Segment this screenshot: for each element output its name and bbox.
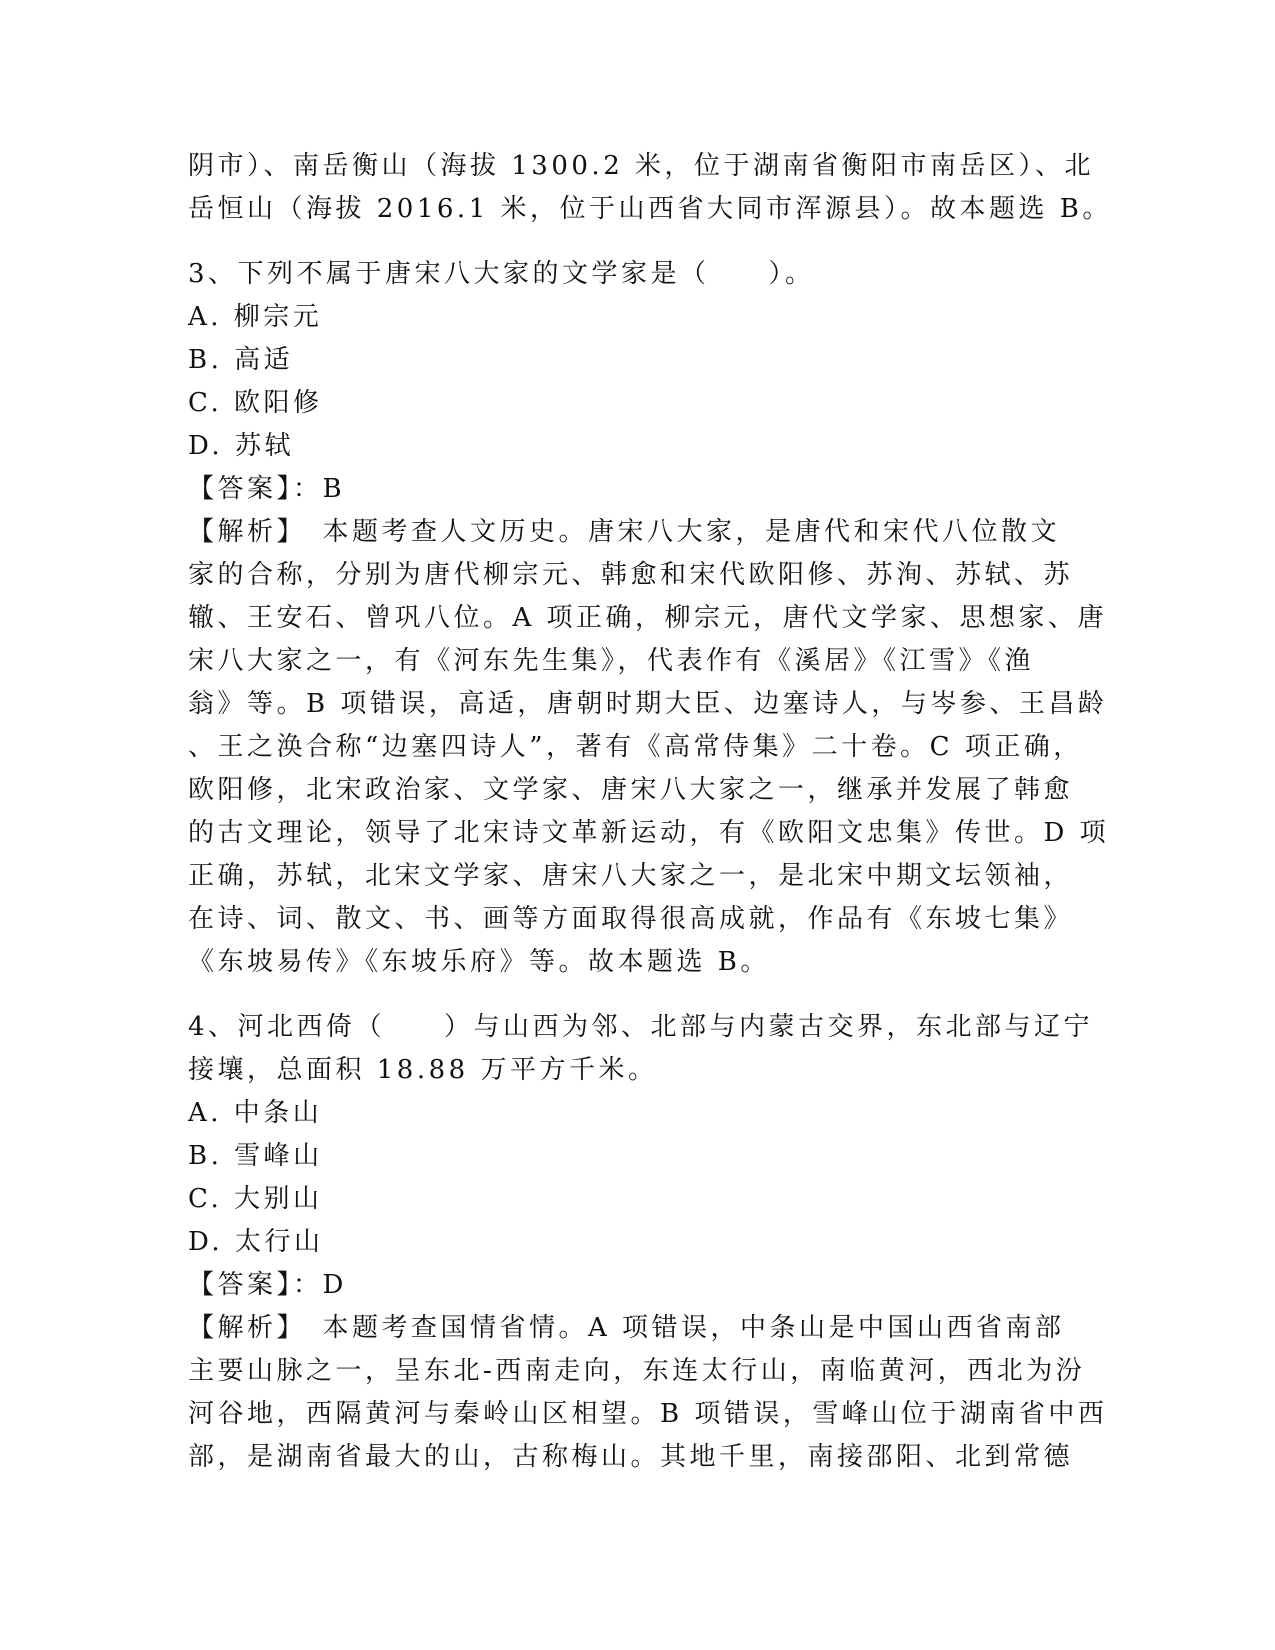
explanation-line: 欧阳修，北宋政治家、文学家、唐宋八大家之一，继承并发展了韩愈 <box>188 775 1074 805</box>
question-3 <box>188 253 1110 984</box>
text-line: 岳恒山（海拔 2016.1 米，位于山西省大同市浑源县）。故本题选 B。 <box>188 194 1112 224</box>
explanation-line: 翁》等。B 项错误，高适，唐朝时期大臣、边塞诗人，与岑参、王昌龄 <box>188 689 1108 719</box>
explanation-line: 【解析】 本题考查人文历史。唐宋八大家，是唐代和宋代八位散文 <box>188 517 1061 547</box>
option-d: D. 太行山 <box>188 1227 324 1257</box>
option-a: A. 柳宗元 <box>188 302 323 332</box>
text-line: 阴市）、南岳衡山（海拔 1300.2 米，位于湖南省衡阳市南岳区）、北 <box>188 151 1095 181</box>
option-d: D. 苏轼 <box>188 431 294 461</box>
explanation-line: 宋八大家之一，有《河东先生集》，代表作有《溪居》《江雪》《渔 <box>188 646 1035 676</box>
question-stem: 3、下列不属于唐宋八大家的文学家是（ ）。 <box>188 259 815 289</box>
page-content <box>188 145 1112 1479</box>
question-stem: 接壤，总面积 18.88 万平方千米。 <box>188 1055 658 1085</box>
answer-line: 【答案】：D <box>188 1270 347 1300</box>
explanation-line: 《东坡易传》《东坡乐府》等。故本题选 B。 <box>188 947 770 977</box>
explanation-line: 主要山脉之一，呈东北-西南走向，东连太行山，南临黄河，西北为汾 <box>188 1356 1086 1386</box>
option-a: A. 中条山 <box>188 1098 323 1128</box>
question-4 <box>188 1006 1108 1479</box>
explanation-line: 、王之涣合称“边塞四诗人”，著有《高常侍集》二十卷。C 项正确， <box>188 732 1083 762</box>
explanation-line: 【解析】 本题考查国情省情。A 项错误，中条山是中国山西省南部 <box>188 1313 1065 1343</box>
option-b: B. 高适 <box>188 345 294 375</box>
option-b: B. 雪峰山 <box>188 1141 323 1171</box>
explanation-line: 正确，苏轼，北宋文学家、唐宋八大家之一，是北宋中期文坛领袖， <box>188 861 1074 891</box>
explanation-line: 家的合称，分别为唐代柳宗元、韩愈和宋代欧阳修、苏洵、苏轼、苏 <box>188 560 1074 590</box>
explanation-line: 在诗、词、散文、书、画等方面取得很高成就，作品有《东坡七集》 <box>188 904 1074 934</box>
explanation-line: 河谷地，西隔黄河与秦岭山区相望。B 项错误，雪峰山位于湖南省中西 <box>188 1399 1108 1429</box>
explanation-line: 辙、王安石、曾巩八位。A 项正确，柳宗元，唐代文学家、思想家、唐 <box>188 603 1108 633</box>
explanation-line: 部，是湖南省最大的山，古称梅山。其地千里，南接邵阳、北到常德 <box>188 1442 1074 1472</box>
explanation-line: 的古文理论，领导了北宋诗文革新运动，有《欧阳文忠集》传世。D 项 <box>188 818 1110 848</box>
explanation-continuation <box>188 145 1112 231</box>
option-c: C. 大别山 <box>188 1184 323 1214</box>
question-stem: 4、河北西倚（ ）与山西为邻、北部与内蒙古交界，东北部与辽宁 <box>188 1012 1094 1042</box>
option-c: C. 欧阳修 <box>188 388 323 418</box>
answer-line: 【答案】：B <box>188 474 346 504</box>
